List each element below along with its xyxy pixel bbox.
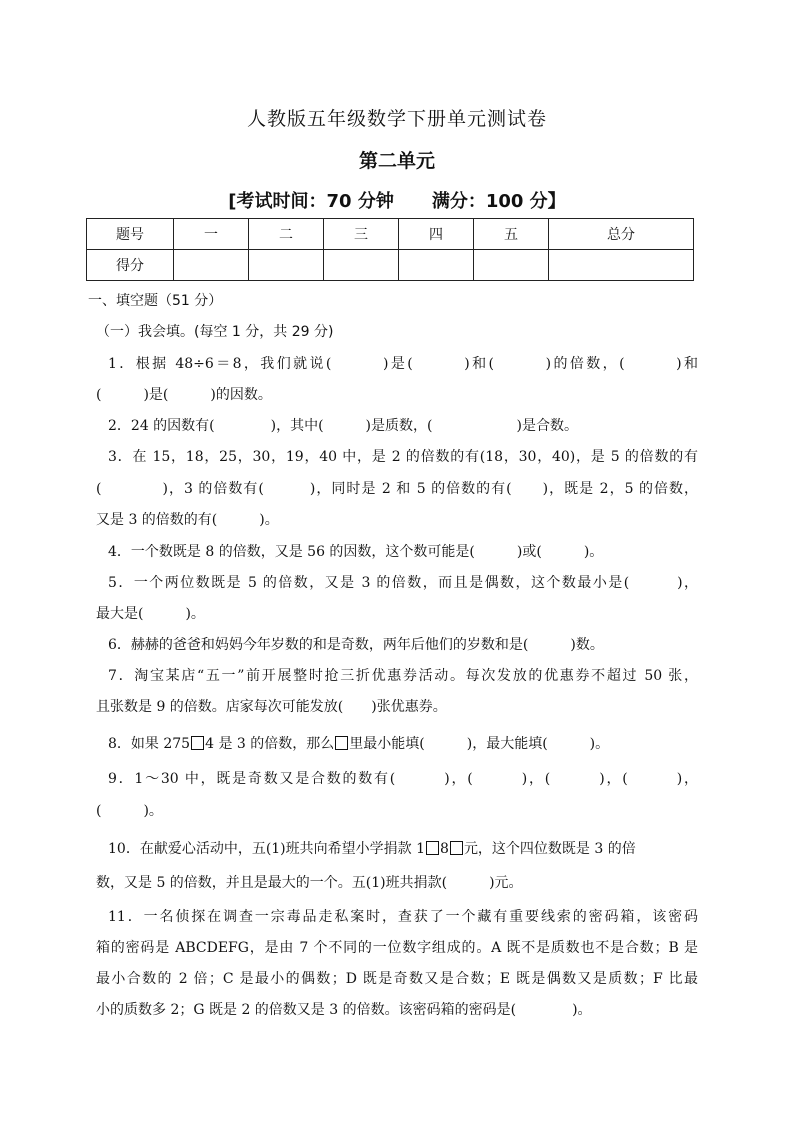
- score-cell[interactable]: [399, 250, 474, 281]
- question-10-line-1: [108, 838, 636, 858]
- column-header: 二: [249, 219, 324, 250]
- question-11-line-4: 小的质数多 2；G 既是 2 的倍数又是 3 的倍数。该密码箱的密码是( )。: [96, 1002, 592, 1018]
- column-header: 四: [399, 219, 474, 250]
- question-8-part-3: 里最小能填( )，最大能填( )。: [349, 736, 610, 752]
- question-10-part-3: 元，这个四位数既是 3 的倍: [463, 841, 636, 857]
- score-cell[interactable]: [174, 250, 249, 281]
- question-8-part-2: 4 是 3 的倍数，那么: [205, 736, 335, 752]
- question-9-line-1: 9．1～30 中，既是奇数又是合数的数有( )，( )，( )，( )，: [108, 771, 698, 787]
- unit-title: 第二单元: [358, 150, 435, 172]
- question-5-line-2: 最大是( )。: [96, 606, 205, 622]
- score-cell[interactable]: [249, 250, 324, 281]
- question-1-line-2: ( )是( )的因数。: [96, 387, 272, 403]
- score-table-header-row: [87, 219, 694, 250]
- score-cell[interactable]: [549, 250, 694, 281]
- section-title: 一、填空题（51 分）: [88, 293, 223, 309]
- score-cell[interactable]: [324, 250, 399, 281]
- blank-box-icon: [450, 841, 463, 855]
- question-8-part-1: 8．如果 275: [108, 736, 191, 752]
- exam-info: [0, 187, 794, 213]
- question-7-line-1: 7．淘宝某店“五一”前开展整时抢三折优惠券活动。每次发放的优惠券不超过 50 张，: [108, 668, 698, 684]
- column-header: 总分: [549, 219, 694, 250]
- question-7-line-2: 且张数是 9 的倍数。店家每次可能发放( )张优惠券。: [96, 699, 447, 715]
- blank-box-icon: [191, 736, 204, 750]
- question-11-line-2: 箱的密码是 ABCDEFG，是由 7 个不同的一位数字组成的。A 既不是质数也不是合数；B 是: [96, 940, 698, 956]
- blank-box-icon: [335, 736, 348, 750]
- question-10-part-2: 8: [440, 841, 449, 857]
- column-header: 三: [324, 219, 399, 250]
- question-3-line-2: ( )，3 的倍数有( )，同时是 2 和 5 的倍数的有( )，既是 2，5 的倍数，: [96, 481, 698, 497]
- question-8: [108, 733, 609, 753]
- exam-time: [考试时间：70 分钟: [228, 191, 394, 212]
- header-label-cell: 题号: [87, 219, 174, 250]
- row-label-cell: 得分: [87, 250, 174, 281]
- question-1-line-1: 1．根据 48÷6＝8，我们就说( )是( )和( )的倍数，( )和: [108, 356, 698, 372]
- score-table-score-row: [87, 250, 694, 281]
- question-6: 6．赫赫的爸爸和妈妈今年岁数的和是奇数，两年后他们的岁数和是( )数。: [108, 637, 604, 653]
- blank-box-icon: [426, 841, 439, 855]
- column-header: 五: [474, 219, 549, 250]
- question-10-line-2: 数，又是 5 的倍数，并且是最大的一个。五(1)班共捐款( )元。: [96, 875, 523, 891]
- score-table: [86, 218, 694, 281]
- question-11-line-3: 最小合数的 2 倍；C 是最小的偶数；D 既是奇数又是合数；E 既是偶数又是质数；F 比最: [96, 971, 698, 987]
- question-3-line-1: 3．在 15，18，25，30，19，40 中，是 2 的倍数的有(18，30，40)，是 5 的倍数的有: [108, 449, 698, 465]
- exam-title: 人教版五年级数学下册单元测试卷: [246, 108, 547, 130]
- question-9-line-2: ( )。: [96, 803, 163, 819]
- question-4: 4．一个数既是 8 的倍数，又是 56 的因数，这个数可能是( )或( )。: [108, 544, 604, 560]
- subsection-title: （一）我会填。(每空 1 分，共 29 分): [96, 324, 334, 340]
- score-cell[interactable]: [474, 250, 549, 281]
- question-2: 2．24 的因数有( )，其中( )是质数，( )是合数。: [108, 418, 578, 434]
- question-11-line-1: 11．一名侦探在调查一宗毒品走私案时，查获了一个藏有重要线索的密码箱，该密码: [108, 909, 698, 925]
- question-3-line-3: 又是 3 的倍数的有( )。: [96, 512, 279, 528]
- column-header: 一: [174, 219, 249, 250]
- exam-full-score: 满分：100 分】: [431, 191, 566, 212]
- question-10-part-1: 10．在献爱心活动中，五(1)班共向希望小学捐款 1: [108, 841, 426, 857]
- question-5-line-1: 5．一个两位数既是 5 的倍数，又是 3 的倍数，而且是偶数，这个数最小是( )，: [108, 575, 698, 591]
